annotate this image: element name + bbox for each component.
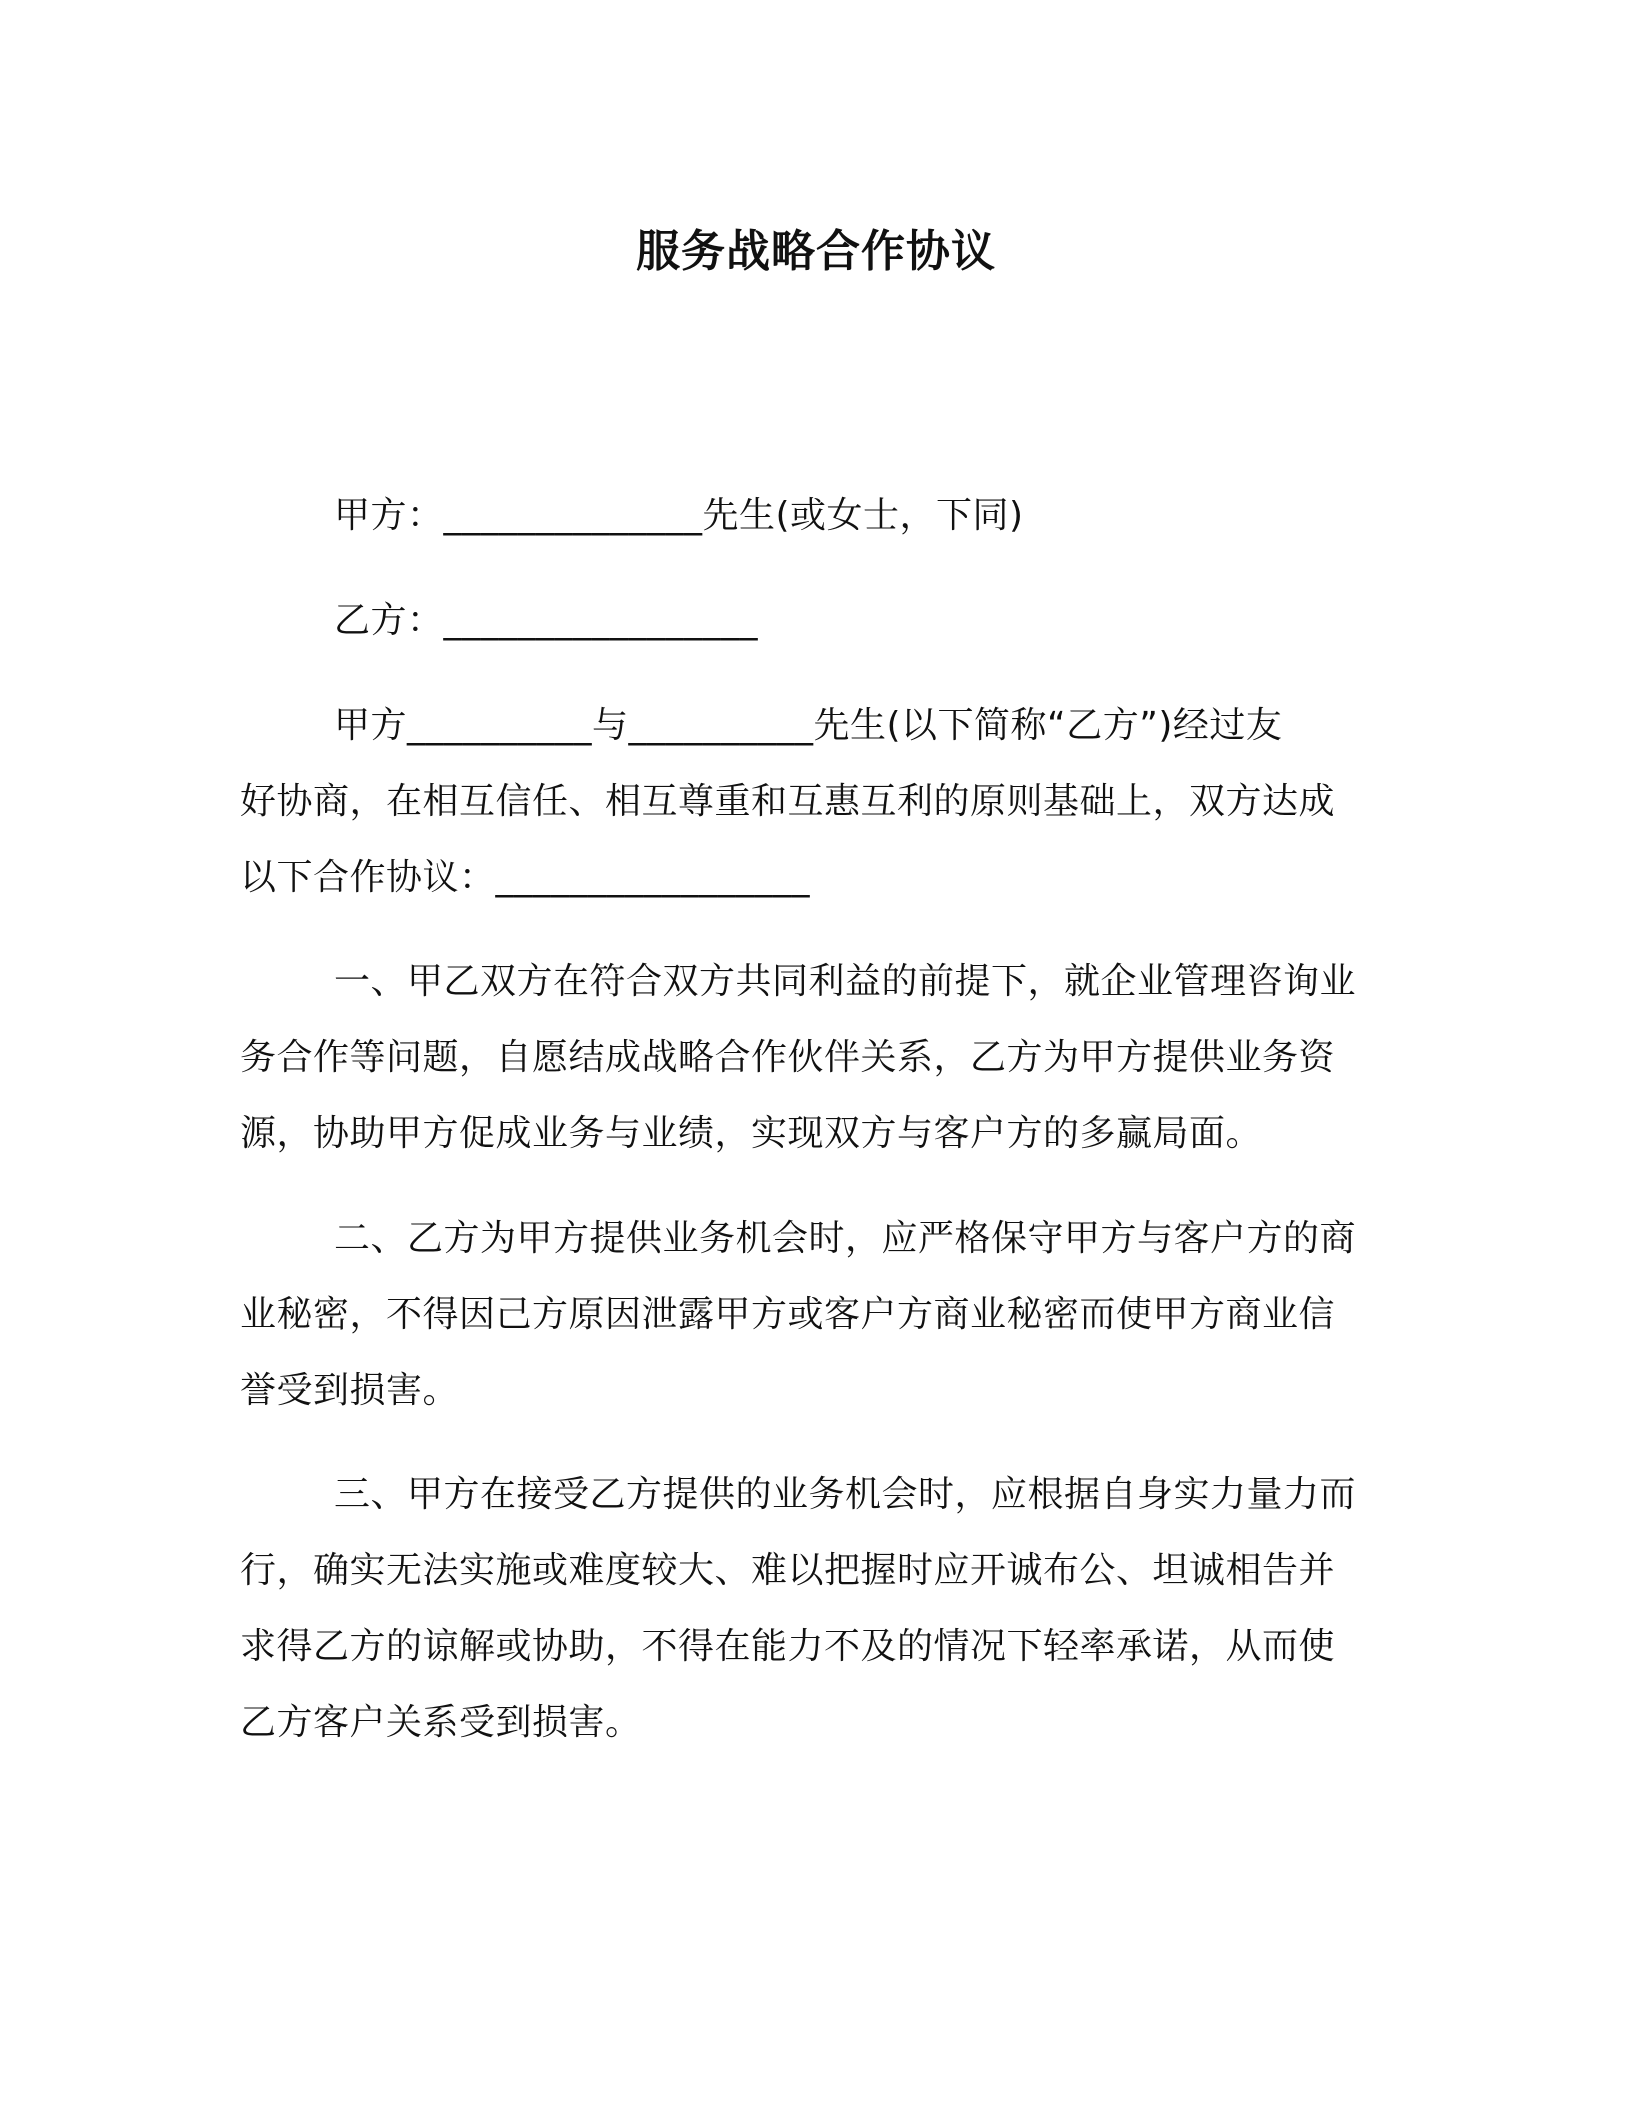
clause-2-line-2: 业秘密，不得因己方原因泄露甲方或客户方商业秘密而使甲方商业信 bbox=[240, 1294, 1336, 1335]
document-title: 服务战略合作协议 bbox=[636, 226, 996, 277]
clause-3-line-3: 求得乙方的谅解或协助，不得在能力不及的情况下轻率承诺，从而使 bbox=[240, 1626, 1336, 1667]
clause-3-line-4: 乙方客户关系受到损害。 bbox=[240, 1702, 642, 1743]
clause-1-line-2: 务合作等问题，自愿结成战略合作伙伴关系，乙方为甲方提供业务资 bbox=[240, 1037, 1336, 1078]
clause-1-line-3: 源，协助甲方促成业务与业绩，实现双方与客户方的多赢局面。 bbox=[240, 1113, 1263, 1154]
party-a-line: 甲方：______________先生(或女士，下同) bbox=[334, 495, 1024, 536]
party-b-line: 乙方：_________________ bbox=[334, 600, 759, 641]
clause-3-line-2: 行，确实无法实施或难度较大、难以把握时应开诚布公、坦诚相告并 bbox=[240, 1550, 1336, 1591]
clause-2-line-3: 誉受到损害。 bbox=[240, 1370, 460, 1411]
intro-line-3: 以下合作协议：_________________ bbox=[240, 857, 811, 898]
clause-1-line-1: 一、甲乙双方在符合双方共同利益的前提下，就企业管理咨询业 bbox=[334, 961, 1357, 1002]
intro-line-2: 好协商，在相互信任、相互尊重和互惠互利的原则基础上，双方达成 bbox=[240, 781, 1336, 822]
intro-line-1: 甲方__________与__________先生(以下简称“乙方”)经过友 bbox=[334, 705, 1283, 746]
clause-3-line-1: 三、甲方在接受乙方提供的业务机会时，应根据自身实力量力而 bbox=[334, 1474, 1357, 1515]
clause-2-line-1: 二、乙方为甲方提供业务机会时，应严格保守甲方与客户方的商 bbox=[334, 1218, 1357, 1259]
